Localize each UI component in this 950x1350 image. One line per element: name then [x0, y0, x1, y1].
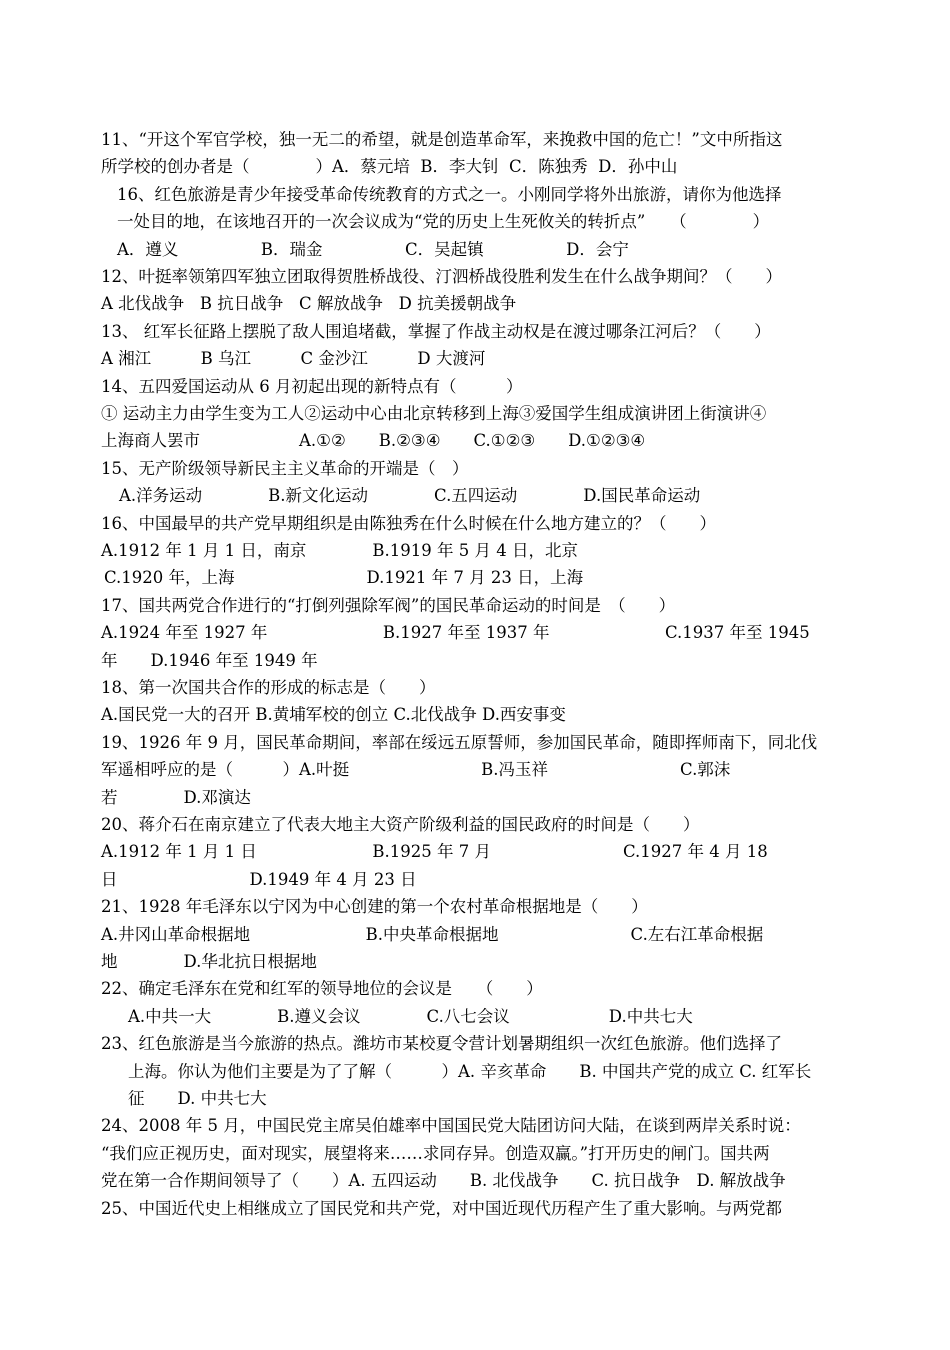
question-13-stem: 13、 红军长征路上摆脱了敌人围追堵截，掌握了作战主动权是在渡过哪条江河后？（ ）	[101, 322, 771, 341]
question-16a-line-2: 一处目的地，在该地召开的一次会议成为“党的历史上生死攸关的转折点” （ ）	[117, 212, 770, 231]
question-16a-line-1: 16、红色旅游是青少年接受革命传统教育的方式之一。小刚同学将外出旅游，请你为他选择	[117, 185, 782, 204]
question-20-options-2: 日 D.1949 年 4 月 23 日	[101, 870, 417, 889]
question-24-line-2: “我们应正视历史，面对现实，展望将来……求同存异。创造双赢。”打开历史的闸门。国共两	[101, 1144, 770, 1163]
question-22-stem: 22、确定毛泽东在党和红军的领导地位的会议是 （ ）	[101, 979, 543, 998]
question-24-line-1: 24、2008 年 5 月，中国民党主席吴伯雄率中国国民党大陆团访问大陆，在谈到两岸关系时说：	[101, 1116, 801, 1135]
question-11-line-2: 所学校的创办者是（ ）A．蔡元培 B．李大钊 C．陈独秀 D．孙中山	[101, 157, 678, 176]
question-23-line-2: 上海。你认为他们主要是为了了解（ ）A. 辛亥革命 B. 中国共产党的成立 C. 红军长	[128, 1062, 812, 1081]
question-24-line-3: 党在第一合作期间领导了（ ）A. 五四运动 B. 北伐战争 C. 抗日战争 D. 解放战争	[101, 1171, 786, 1190]
question-19-options-1: 军遥相呼应的是（ ）A.叶挺 B.冯玉祥 C.郭沫	[101, 760, 731, 779]
question-15-stem: 15、无产阶级领导新民主主义革命的开端是（ ）	[101, 459, 469, 478]
question-11-line-1: 11、“开这个军官学校，独一无二的希望，就是创造革命军，来挽救中国的危亡！”文中所指这	[101, 130, 783, 149]
question-16a-options: A．遵义 B．瑞金 C．吴起镇 D．会宁	[117, 240, 629, 259]
question-16b-options-2: C.1920 年，上海 D.1921 年 7 月 23 日，上海	[104, 568, 584, 587]
question-21-stem: 21、1928 年毛泽东以宁冈为中心创建的第一个农村革命根据地是（ ）	[101, 897, 648, 916]
question-19-options-2: 若 D.邓演达	[101, 788, 251, 807]
question-14-stem: 14、五四爱国运动从 6 月初起出现的新特点有（ ）	[101, 377, 523, 396]
question-14-options: 上海商人罢市 A.①② B.②③④ C.①②③ D.①②③④	[101, 431, 646, 450]
question-14-line-2: ① 运动主力由学生变为工人②运动中心由北京转移到上海③爱国学生组成演讲团上街演讲④	[101, 404, 767, 423]
question-19-stem: 19、1926 年 9 月，国民革命期间，率部在绥远五原誓师，参加国民革命，随即挥师南下，同北伐	[101, 733, 818, 752]
question-13-options: A 湘江 B 乌江 C 金沙江 D 大渡河	[101, 349, 486, 368]
question-20-options-1: A.1912 年 1 月 1 日 B.1925 年 7 月 C.1927 年 4 月 18	[101, 842, 768, 861]
question-20-stem: 20、蒋介石在南京建立了代表大地主大资产阶级利益的国民政府的时间是（ ）	[101, 815, 700, 834]
question-12-stem: 12、叶挺率领第四军独立团取得贺胜桥战役、汀泗桥战役胜利发生在什么战争期间？（ ）	[101, 267, 782, 286]
question-15-options: A.洋务运动 B.新文化运动 C.五四运动 D.国民革命运动	[119, 486, 701, 505]
question-23-line-1: 23、红色旅游是当今旅游的热点。潍坊市某校夏令营计划暑期组织一次红色旅游。他们选择了	[101, 1034, 782, 1053]
question-12-options: A 北伐战争 B 抗日战争 C 解放战争 D 抗美援朝战争	[101, 294, 517, 313]
question-17-options-2: 年 D.1946 年至 1949 年	[101, 651, 318, 670]
question-21-options-2: 地 D.华北抗日根据地	[101, 952, 317, 971]
question-16b-options-1: A.1912 年 1 月 1 日，南京 B.1919 年 5 月 4 日，北京	[101, 541, 578, 560]
question-18-options: A.国民党一大的召开 B.黄埔军校的创立 C.北伐战争 D.西安事变	[101, 705, 566, 724]
question-18-stem: 18、第一次国共合作的形成的标志是（ ）	[101, 678, 436, 697]
question-17-stem: 17、国共两党合作进行的“打倒列强除军阀”的国民革命运动的时间是 （ ）	[101, 596, 676, 615]
question-17-options-1: A.1924 年至 1927 年 B.1927 年至 1937 年 C.1937 年至 1945	[101, 623, 810, 642]
question-22-options: A.中共一大 B.遵义会议 C.八七会议 D.中共七大	[128, 1007, 693, 1026]
question-25-line-1: 25、中国近代史上相继成立了国民党和共产党，对中国近现代历程产生了重大影响。与两党都	[101, 1199, 782, 1218]
question-16b-stem: 16、中国最早的共产党早期组织是由陈独秀在什么时候在什么地方建立的？（ ）	[101, 514, 716, 533]
question-21-options-1: A.井冈山革命根据地 B.中央革命根据地 C.左右江革命根据	[101, 925, 764, 944]
question-23-line-3: 征 D. 中共七大	[128, 1089, 267, 1108]
